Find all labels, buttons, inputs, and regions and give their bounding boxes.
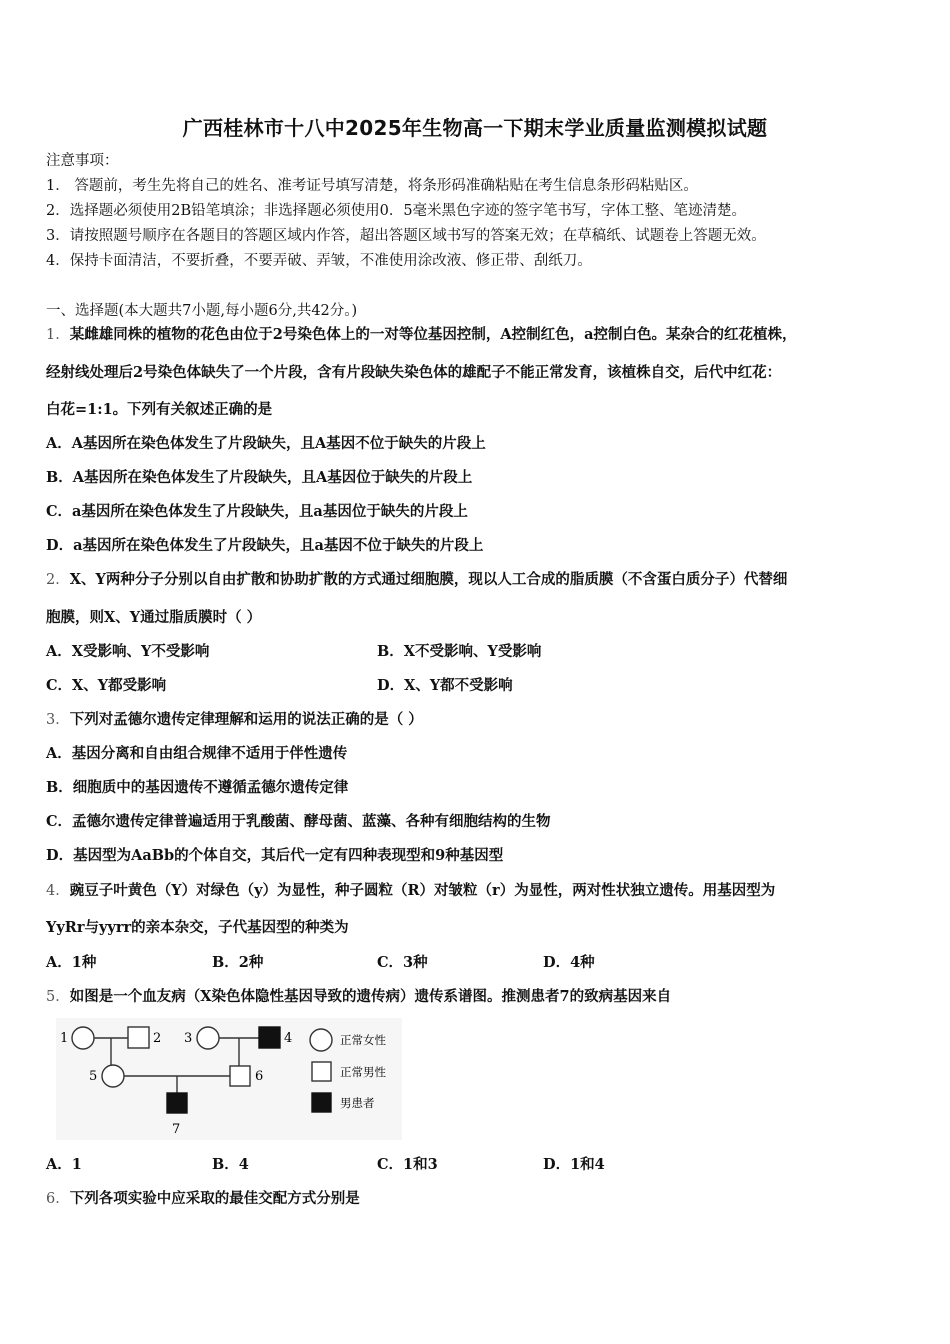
question-number: 5．	[46, 989, 70, 1005]
option-c: C．X、Y都受影响	[46, 677, 167, 694]
option-a: A．X受影响、Y不受影响	[46, 643, 210, 660]
individual-4-affected-male	[259, 1027, 280, 1048]
option-a: A．基因分离和自由组合规律不适用于伴性遗传	[46, 745, 348, 762]
question-1-line	[46, 325, 796, 345]
option-b: B．A基因所在染色体发生了片段缺失，且A基因位于缺失的片段上	[46, 469, 473, 486]
question-text: 下列各项实验中应采取的最佳交配方式分别是	[69, 1190, 360, 1207]
notice-item: 3．请按照题号顺序在各题目的答题区域内作答，超出答题区域书写的答案无效；在草稿纸、试题卷上答题无效。	[46, 228, 766, 244]
question-number: 4．	[46, 883, 70, 899]
question-text: 豌豆子叶黄色（Y）对绿色（y）为显性，种子圆粒（R）对皱粒（r）为显性，两对性状独立遗传。用基因型为	[69, 882, 776, 899]
legend-normal-male: 正常男性	[340, 1065, 386, 1079]
legend-affected-male: 男患者	[340, 1096, 375, 1110]
notice-heading: 注意事项：	[46, 153, 119, 169]
question-number: 1．	[46, 327, 70, 343]
question-text: 某雌雄同株的植物的花色由位于2号染色体上的一对等位基因控制，A控制红色，a控制白色。某杂合的红花植株，	[69, 326, 797, 343]
label-7: 7	[172, 1122, 181, 1137]
option-c: C．a基因所在染色体发生了片段缺失，且a基因位于缺失的片段上	[46, 503, 468, 520]
question-4-line	[46, 881, 775, 901]
option-d: D．基因型为AaBb的个体自交，其后代一定有四种表现型和9种基因型	[46, 847, 504, 864]
question-text: 如图是一个血友病（X染色体隐性基因导致的遗传病）遗传系谱图。推测患者7的致病基因来自	[69, 988, 672, 1005]
notice-item: 1． 答题前，考生先将自己的姓名、准考证号填写清楚，将条形码准确粘贴在考生信息条形码粘贴区。	[46, 178, 698, 194]
option-b: B．细胞质中的基因遗传不遵循孟德尔遗传定律	[46, 779, 349, 796]
individual-3-female	[197, 1027, 219, 1049]
section-heading: 一、选择题(本大题共7小题,每小题6分,共42分。)	[46, 303, 358, 319]
label-3: 3	[184, 1031, 193, 1046]
question-text: 经射线处理后2号染色体缺失了一个片段，含有片段缺失染色体的雄配子不能正常发育，该植株自交，后代中红花：	[46, 364, 782, 381]
question-number: 2．	[46, 572, 70, 588]
option-a: A．1	[46, 1156, 82, 1173]
individual-2-male	[128, 1027, 149, 1048]
question-3-line	[46, 710, 423, 730]
question-6-line	[46, 1189, 360, 1209]
label-6: 6	[255, 1069, 264, 1084]
question-number: 6．	[46, 1191, 70, 1207]
option-d: D．a基因所在染色体发生了片段缺失，且a基因不位于缺失的片段上	[46, 537, 484, 554]
legend-male-symbol	[312, 1062, 331, 1081]
label-5: 5	[89, 1069, 98, 1084]
question-number: 3．	[46, 712, 70, 728]
option-b: B．4	[212, 1156, 249, 1173]
option-d: D．1和4	[543, 1156, 605, 1173]
label-4: 4	[284, 1031, 293, 1046]
option-c: C．孟德尔遗传定律普遍适用于乳酸菌、酵母菌、蓝藻、各种有细胞结构的生物	[46, 813, 551, 830]
option-d: D．X、Y都不受影响	[377, 677, 513, 694]
option-c: C．3种	[377, 954, 428, 971]
notice-item: 2．选择题必须使用2B铅笔填涂；非选择题必须使用0．5毫米黑色字迹的签字笔书写，字体工整、笔迹清楚。	[46, 203, 747, 219]
option-c: C．1和3	[377, 1156, 438, 1173]
legend-normal-female: 正常女性	[340, 1033, 386, 1047]
option-a: A．1种	[46, 954, 97, 971]
individual-6-male	[230, 1066, 250, 1086]
individual-5-female	[102, 1065, 124, 1087]
page-title: 广西桂林市十八中2025年生物高一下期末学业质量监测模拟试题	[182, 116, 768, 140]
notice-item: 4．保持卡面清洁，不要折叠，不要弄破、弄皱，不准使用涂改液、修正带、刮纸刀。	[46, 253, 592, 269]
option-d: D．4种	[543, 954, 595, 971]
question-text: 白花=1:1。下列有关叙述正确的是	[46, 401, 273, 418]
label-2: 2	[153, 1031, 162, 1046]
question-text: 胞膜，则X、Y通过脂质膜时（ ）	[46, 609, 262, 626]
question-5-line	[46, 987, 671, 1007]
question-text: X、Y两种分子分别以自由扩散和协助扩散的方式通过细胞膜，现以人工合成的脂质膜（不含蛋白质分子）代替细	[69, 571, 788, 588]
option-b: B．X不受影响、Y受影响	[377, 643, 542, 660]
question-2-line	[46, 570, 787, 590]
legend-female-symbol	[310, 1029, 332, 1051]
legend-affected-symbol	[312, 1093, 331, 1112]
question-text: 下列对孟德尔遗传定律理解和运用的说法正确的是（ ）	[69, 711, 423, 728]
individual-7-affected-male	[167, 1093, 187, 1113]
pedigree-diagram	[56, 1018, 402, 1140]
question-text: YyRr与yyrr的亲本杂交，子代基因型的种类为	[46, 919, 349, 936]
option-b: B．2种	[212, 954, 264, 971]
option-a: A．A基因所在染色体发生了片段缺失，且A基因不位于缺失的片段上	[46, 435, 486, 452]
individual-1-female	[72, 1027, 94, 1049]
label-1: 1	[60, 1031, 69, 1046]
